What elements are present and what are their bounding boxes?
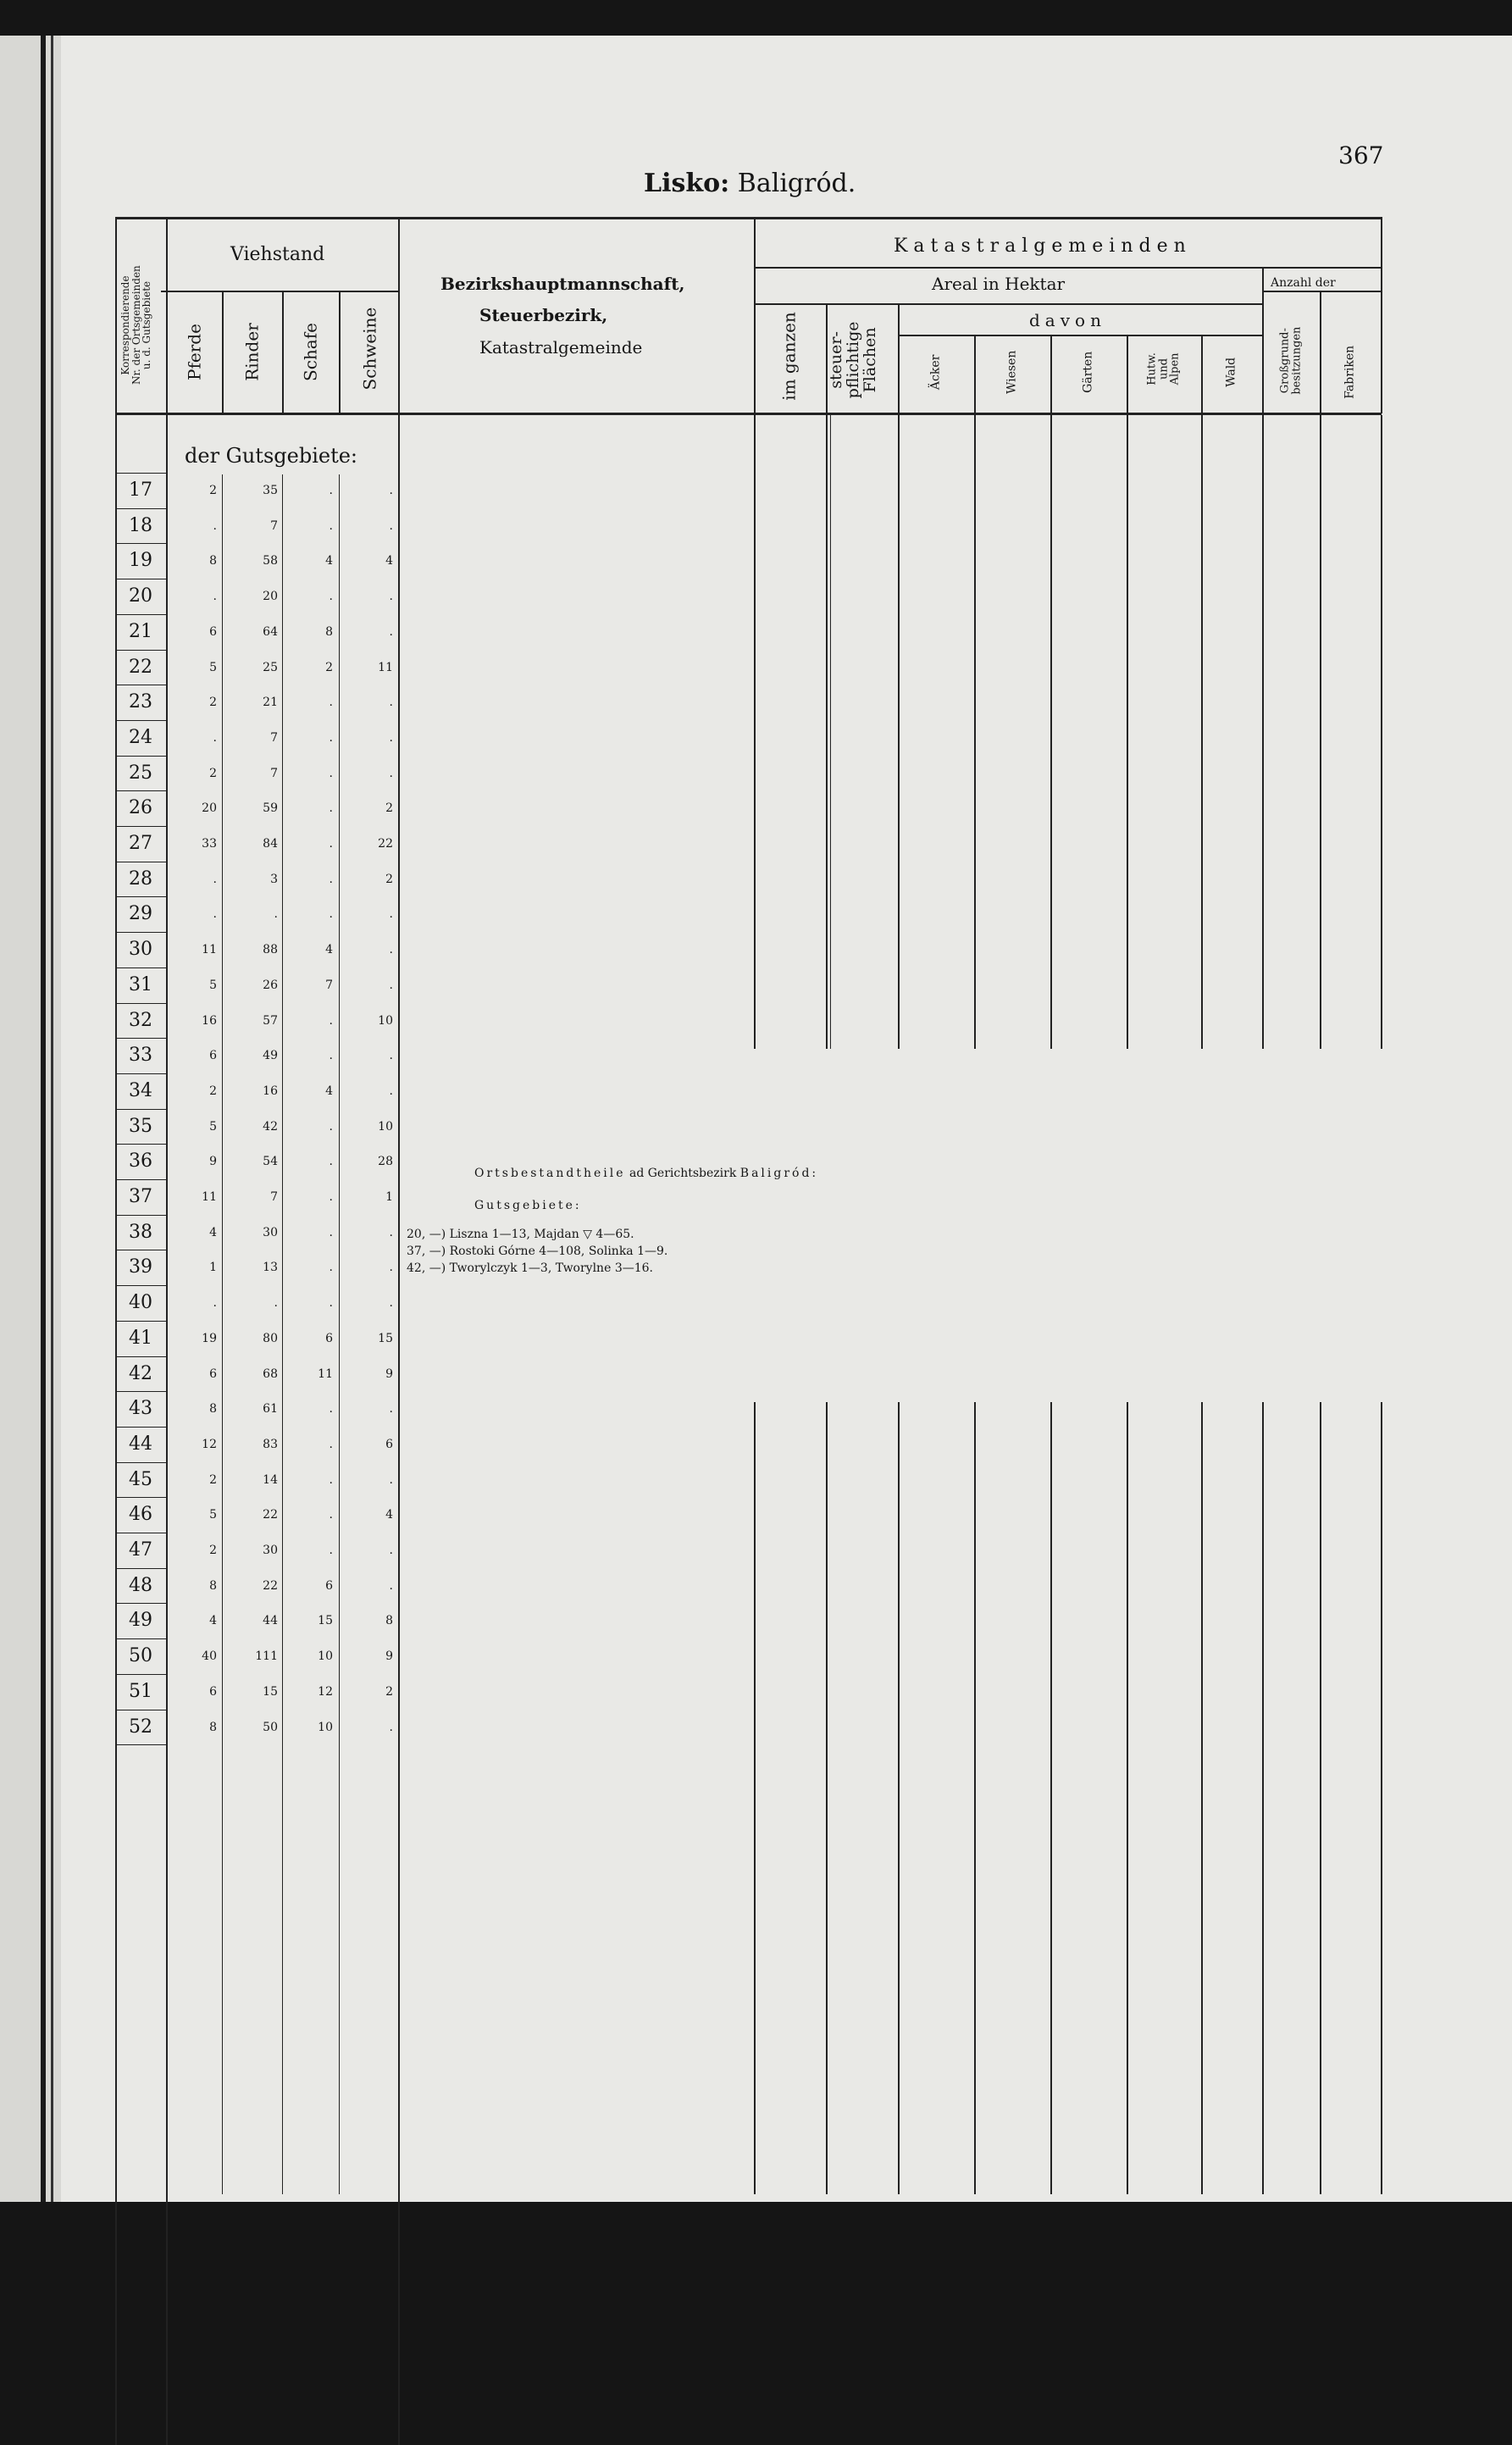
row-separator (115, 1497, 166, 1498)
cell-rinder: 64 (263, 624, 278, 639)
header-grossgrundbesitzungen: Großgrund- besitzungen (1278, 326, 1303, 395)
cell-schweine: 2 (385, 1684, 393, 1699)
cell-rinder: 58 (263, 554, 278, 568)
cell-rinder: 20 (263, 590, 278, 604)
cell-rinder: 7 (270, 766, 278, 780)
cell-pferde: 2 (209, 1084, 217, 1098)
cell-schafe: 15 (318, 1614, 333, 1628)
cell-schweine: . (389, 624, 393, 639)
cell-rinder: 30 (263, 1544, 278, 1557)
footnote-line-3: 42, —) Tworylczyk 1—3, Tworylne 3—16. (407, 1261, 653, 1275)
cell-schweine: 4 (385, 554, 393, 568)
cell-schweine: . (389, 590, 393, 604)
cell-schafe: 12 (318, 1684, 333, 1699)
header-areal-in-hektar: Areal in Hektar (932, 274, 1066, 294)
row-number: 23 (129, 691, 152, 713)
row-number: 38 (129, 1221, 152, 1243)
cell-schafe: 10 (318, 1720, 333, 1734)
cell-rinder: 111 (255, 1649, 278, 1664)
row-separator (115, 896, 166, 897)
cell-schweine: 1 (385, 1190, 393, 1204)
header-im-ganzen: im ganzen (778, 312, 800, 401)
cell-schafe: . (329, 1544, 333, 1557)
cell-rinder: 25 (263, 660, 278, 674)
header-bezirkshauptmannschaft: Bezirkshauptmannschaft, (440, 274, 685, 294)
cell-pferde: 5 (209, 1119, 217, 1134)
cell-schweine: 10 (378, 1119, 393, 1134)
cell-schafe: . (329, 766, 333, 780)
cell-schweine: 10 (378, 1013, 393, 1028)
cell-schafe: . (329, 1225, 333, 1239)
cell-schafe: . (329, 837, 333, 851)
cell-rinder: 50 (263, 1720, 278, 1734)
cell-schweine: 9 (385, 1367, 393, 1381)
row-separator (115, 1603, 166, 1604)
header-steuerpflichtige-flaechen: steuer- pflichtige Flächen (827, 321, 879, 399)
cell-pferde: . (213, 907, 217, 922)
header-korrespondierende-nr: Korrespondierende Nr. der Ortsgemeinden u. d. Gutsgebiete (119, 265, 153, 385)
cell-schweine: . (389, 1472, 393, 1487)
cell-pferde: 8 (209, 1578, 217, 1593)
cell-rinder: 3 (270, 872, 278, 886)
page-title (644, 171, 856, 197)
cell-rinder: 88 (263, 943, 278, 957)
cell-schafe: . (329, 696, 333, 710)
cell-pferde: . (213, 872, 217, 886)
row-separator (115, 1427, 166, 1428)
row-separator (115, 1462, 166, 1463)
cell-pferde: . (213, 518, 217, 533)
cell-pferde: . (213, 590, 217, 604)
row-number: 40 (129, 1292, 152, 1314)
header-wald: Wald (1224, 357, 1238, 387)
cell-rinder: 7 (270, 1190, 278, 1204)
cell-schweine: . (389, 1578, 393, 1593)
cell-rinder: 22 (263, 1578, 278, 1593)
cell-schweine: . (389, 1084, 393, 1098)
cell-schweine: 4 (385, 1508, 393, 1522)
cell-rinder: 14 (263, 1472, 278, 1487)
cell-pferde: 4 (209, 1614, 217, 1628)
cell-schweine: 9 (385, 1649, 393, 1664)
cell-pferde: 8 (209, 1720, 217, 1734)
row-number: 33 (129, 1045, 152, 1067)
cell-schafe: 4 (325, 1084, 333, 1098)
row-number: 43 (129, 1398, 152, 1420)
row-separator (115, 650, 166, 651)
row-number: 42 (129, 1362, 152, 1384)
cell-pferde: 8 (209, 1402, 217, 1417)
row-number: 36 (129, 1150, 152, 1173)
cell-schafe: . (329, 730, 333, 745)
cell-rinder: 84 (263, 837, 278, 851)
cell-rinder: 15 (263, 1684, 278, 1699)
book-binding-strip (0, 36, 61, 2202)
row-number: 19 (129, 550, 152, 572)
cell-schafe: . (329, 590, 333, 604)
cell-pferde: 11 (202, 943, 217, 957)
cell-pferde: 11 (202, 1190, 217, 1204)
cell-rinder: 54 (263, 1155, 278, 1169)
cell-schafe: . (329, 1472, 333, 1487)
row-number: 21 (129, 620, 152, 642)
row-separator (115, 1285, 166, 1286)
cell-schweine: . (389, 1296, 393, 1311)
cell-pferde: 6 (209, 1367, 217, 1381)
row-separator (115, 720, 166, 721)
row-number: 28 (129, 868, 152, 890)
row-number: 29 (129, 903, 152, 925)
header-viehstand: Viehstand (230, 244, 325, 265)
cell-rinder: 22 (263, 1508, 278, 1522)
header-schweine: Schweine (359, 307, 380, 391)
cell-pferde: 6 (209, 1684, 217, 1699)
cell-pferde: 2 (209, 1544, 217, 1557)
cell-rinder: 21 (263, 696, 278, 710)
cell-pferde: . (213, 1296, 217, 1311)
cell-schweine: . (389, 978, 393, 992)
cell-schweine: 11 (378, 660, 393, 674)
cell-schafe: . (329, 1437, 333, 1451)
cell-schweine: . (389, 1720, 393, 1734)
cell-schafe: 11 (318, 1367, 333, 1381)
cell-schafe: . (329, 1190, 333, 1204)
cell-schafe: . (329, 1013, 333, 1028)
cell-schafe: . (329, 1508, 333, 1522)
header-gaerten: Gärten (1081, 351, 1095, 393)
cell-schafe: . (329, 1402, 333, 1417)
row-separator (115, 1674, 166, 1675)
header-steuerbezirk: Steuerbezirk, (479, 305, 608, 325)
row-number: 51 (129, 1680, 152, 1702)
row-separator (115, 543, 166, 544)
cell-pferde: 2 (209, 766, 217, 780)
cell-schweine: . (389, 484, 393, 497)
cell-pferde: 12 (202, 1437, 217, 1451)
row-separator (115, 508, 166, 509)
cell-rinder: 49 (263, 1049, 278, 1063)
cell-pferde: 33 (202, 837, 217, 851)
cell-schafe: . (329, 1261, 333, 1275)
row-number: 32 (129, 1009, 152, 1031)
cell-schafe: 6 (325, 1578, 333, 1593)
header-katastralgemeinde: Katastralgemeinde (479, 337, 643, 358)
cell-pferde: 5 (209, 1508, 217, 1522)
section-heading-gutsgebiete: der Gutsgebiete: (185, 444, 357, 468)
cell-rinder: 44 (263, 1614, 278, 1628)
row-separator (115, 756, 166, 757)
cell-pferde: 2 (209, 484, 217, 497)
cell-schafe: 8 (325, 624, 333, 639)
row-separator (115, 1003, 166, 1004)
row-number: 52 (129, 1716, 152, 1738)
row-number: 22 (129, 656, 152, 678)
cell-pferde: 5 (209, 660, 217, 674)
row-separator (115, 1215, 166, 1216)
cell-rinder: 59 (263, 801, 278, 816)
header-davon: davon (1029, 310, 1106, 330)
cell-schweine: 2 (385, 872, 393, 886)
cell-schafe: 7 (325, 978, 333, 992)
cell-rinder: 30 (263, 1225, 278, 1239)
cell-schafe: . (329, 872, 333, 886)
cell-schafe: 2 (325, 660, 333, 674)
row-separator (115, 826, 166, 827)
cell-rinder: 61 (263, 1402, 278, 1417)
header-fabriken: Fabriken (1343, 345, 1357, 399)
row-number: 17 (129, 480, 152, 501)
row-separator (115, 1568, 166, 1569)
cell-schweine: 6 (385, 1437, 393, 1451)
cell-schweine: . (389, 943, 393, 957)
cell-schweine: . (389, 730, 393, 745)
cell-pferde: 6 (209, 624, 217, 639)
cell-schafe: . (329, 518, 333, 533)
cell-pferde: 5 (209, 978, 217, 992)
cell-schweine: . (389, 1261, 393, 1275)
cell-schafe: 6 (325, 1331, 333, 1345)
footnote-heading: Ortsbestandtheile ad Gerichtsbezirk Baligród: (474, 1167, 819, 1180)
cell-pferde: 16 (202, 1013, 217, 1028)
header-pferde: Pferde (184, 324, 205, 380)
header-wiesen: Wiesen (1005, 350, 1019, 395)
row-number: 26 (129, 797, 152, 819)
header-aecker: Äcker (928, 354, 943, 391)
row-number: 25 (129, 762, 152, 784)
row-number: 18 (129, 514, 152, 536)
row-separator (115, 473, 166, 474)
row-number: 37 (129, 1186, 152, 1207)
cell-schweine: . (389, 1544, 393, 1557)
cell-rinder: . (274, 907, 278, 922)
footnote-line-1: 20, —) Liszna 1—13, Majdan ▽ 4—65. (407, 1228, 634, 1241)
row-separator (115, 1179, 166, 1180)
row-separator (115, 1638, 166, 1639)
row-separator (115, 932, 166, 933)
cell-schafe: . (329, 1119, 333, 1134)
cell-schafe: 4 (325, 554, 333, 568)
cell-rinder: 57 (263, 1013, 278, 1028)
cell-schweine: 28 (378, 1155, 393, 1169)
row-separator (115, 1391, 166, 1392)
cell-pferde: 8 (209, 554, 217, 568)
row-separator (115, 967, 166, 968)
cell-pferde: . (213, 730, 217, 745)
cell-schweine: 8 (385, 1614, 393, 1628)
header-schafe: Schafe (300, 323, 321, 381)
cell-schweine: . (389, 1049, 393, 1063)
footnote-subheading: Gutsgebiete: (474, 1199, 582, 1212)
row-number: 39 (129, 1256, 152, 1278)
row-separator (115, 1744, 166, 1745)
cell-rinder: 35 (263, 484, 278, 497)
cell-pferde: 9 (209, 1155, 217, 1169)
cell-pferde: 40 (202, 1649, 217, 1664)
page-number: 367 (1338, 141, 1384, 169)
cell-pferde: 2 (209, 696, 217, 710)
row-number: 48 (129, 1574, 152, 1596)
cell-pferde: 20 (202, 801, 217, 816)
row-separator (115, 1356, 166, 1357)
cell-schweine: . (389, 766, 393, 780)
cell-pferde: 1 (209, 1261, 217, 1275)
cell-pferde: 2 (209, 1472, 217, 1487)
cell-schweine: . (389, 1402, 393, 1417)
cell-schafe: . (329, 1049, 333, 1063)
cell-pferde: 6 (209, 1049, 217, 1063)
cell-schweine: 15 (378, 1331, 393, 1345)
row-number: 46 (129, 1504, 152, 1526)
cell-rinder: 80 (263, 1331, 278, 1345)
cell-schafe: . (329, 1155, 333, 1169)
cell-schweine: 22 (378, 837, 393, 851)
row-number: 20 (129, 585, 152, 607)
row-separator (115, 1109, 166, 1110)
row-number: 35 (129, 1115, 152, 1137)
cell-pferde: 19 (202, 1331, 217, 1345)
cell-schafe: 4 (325, 943, 333, 957)
cell-pferde: 4 (209, 1225, 217, 1239)
page-title-district: Lisko: (644, 169, 730, 198)
row-separator (115, 1321, 166, 1322)
cell-schafe: . (329, 484, 333, 497)
row-separator (115, 614, 166, 615)
cell-rinder: 42 (263, 1119, 278, 1134)
row-separator (115, 1038, 166, 1039)
cell-rinder: . (274, 1296, 278, 1311)
cell-schweine: . (389, 907, 393, 922)
cell-schafe: . (329, 801, 333, 816)
cell-schweine: . (389, 696, 393, 710)
header-hutw-und-alpen: Hutw. und Alpen (1145, 352, 1182, 385)
header-rinder: Rinder (241, 323, 263, 381)
row-number: 41 (129, 1327, 152, 1349)
cell-rinder: 68 (263, 1367, 278, 1381)
row-separator (115, 1144, 166, 1145)
cell-schweine: . (389, 518, 393, 533)
header-anzahl-der: Anzahl der (1271, 276, 1336, 290)
cell-rinder: 7 (270, 518, 278, 533)
cell-schweine: 2 (385, 801, 393, 816)
row-number: 34 (129, 1079, 152, 1101)
cell-schafe: . (329, 1296, 333, 1311)
cell-rinder: 7 (270, 730, 278, 745)
cell-rinder: 16 (263, 1084, 278, 1098)
row-number: 24 (129, 726, 152, 748)
row-separator (115, 1073, 166, 1074)
row-number: 47 (129, 1539, 152, 1561)
cell-rinder: 13 (263, 1261, 278, 1275)
row-number: 27 (129, 833, 152, 854)
cell-rinder: 83 (263, 1437, 278, 1451)
row-number: 45 (129, 1468, 152, 1490)
header-katastralgemeinden: Katastralgemeinden (894, 236, 1192, 257)
cell-schafe: 10 (318, 1649, 333, 1664)
row-separator (115, 790, 166, 791)
cell-schweine: . (389, 1225, 393, 1239)
cell-schafe: . (329, 907, 333, 922)
row-number: 50 (129, 1645, 152, 1667)
cell-rinder: 26 (263, 978, 278, 992)
footnote-line-2: 37, —) Rostoki Górne 4—108, Solinka 1—9. (407, 1245, 668, 1258)
row-number: 31 (129, 973, 152, 995)
row-number: 30 (129, 939, 152, 961)
page-title-place: Baligród. (729, 169, 856, 198)
row-number: 49 (129, 1610, 152, 1632)
row-number: 44 (129, 1433, 152, 1455)
